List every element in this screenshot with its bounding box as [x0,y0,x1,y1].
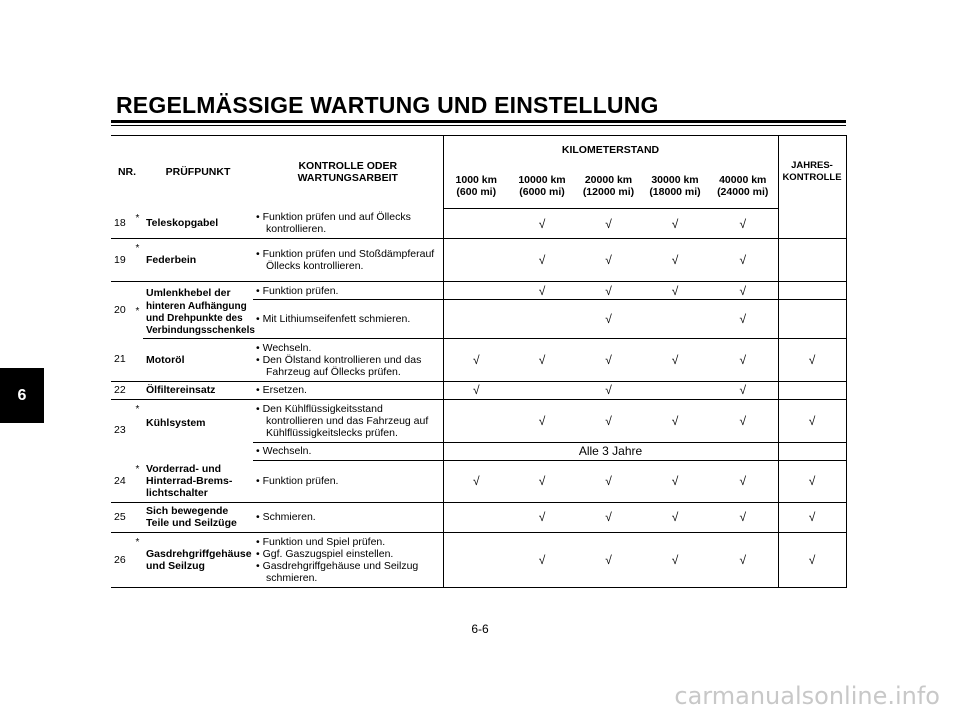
row-nr: 25 [111,502,132,532]
check-cell [778,282,846,300]
check-cell: √ [509,338,575,381]
check-cell: √ [778,460,846,502]
check-cell: √ [708,338,778,381]
row-item: Gasdrehgriffgehäuse und Seilzug [143,532,253,587]
row-task: • Wechseln. [253,442,443,460]
row-item: Sich bewegende Teile und Seilzüge [143,502,253,532]
row-star: * [132,460,143,502]
check-cell [642,300,708,339]
title-rule-thin [111,125,846,126]
table-row [111,381,846,399]
header-annual-line2: KONTROLLE [782,172,842,184]
row-item: hinteren Aufhängung und Drehpunkte des Verbindungsschenkels [143,300,253,339]
check-cell: √ [538,413,546,428]
check-cell: √ [671,413,679,428]
table-row [111,502,846,532]
row-task: • Funktion prüfen und Stoßdämpferauf Öllecks kontrollieren. [253,239,443,282]
header-item: PRÜFPUNKT [143,136,253,209]
check-cell: √ [575,532,642,587]
check-cell: √ [538,283,546,298]
header-annual [778,136,846,209]
table-row [111,460,846,502]
row-star: * [135,403,140,415]
check-cell [443,532,509,587]
check-cell: √ [739,283,747,298]
check-cell: √ [509,460,575,502]
check-cell [443,300,509,339]
check-cell: √ [575,209,642,239]
row-task: • Ersetzen. [253,381,443,399]
row-task: • Den Kühlflüssigkeitsstand kontrollieren und das Fahrzeug auf Kühlflüssigkeitslecks prüfen. [256,402,429,439]
header-interval: 30000 km (18000 mi) [642,164,708,209]
row-nr: 24 [111,460,132,502]
row-star: * [132,209,143,239]
table-row [111,282,846,300]
row-task: • Mit Lithiumseifenfett schmieren. [253,300,443,339]
check-cell: √ [778,502,846,532]
check-cell [778,381,846,399]
check-cell: √ [605,283,612,298]
check-cell: √ [443,381,509,399]
row-nr: 23 [114,423,126,436]
check-cell: √ [778,532,846,587]
check-cell: √ [778,399,846,442]
check-cell [509,381,575,399]
maintenance-table [111,135,847,588]
check-cell [509,300,575,339]
row-star: * [132,239,143,282]
check-cell [443,502,509,532]
chapter-tab: 6 [0,368,44,423]
header-odometer: KILOMETERSTAND [443,136,778,165]
check-cell [443,239,509,282]
check-cell: √ [575,381,642,399]
check-cell: √ [509,502,575,532]
row-task: • Funktion prüfen. [256,284,339,297]
row-item: Teleskopgabel [143,209,253,239]
table-row [111,209,846,239]
row-task: • Schmieren. [253,502,443,532]
check-cell [778,239,846,282]
check-cell: √ [739,413,747,428]
check-cell: √ [509,239,575,282]
row-star: * [135,305,140,317]
header-task [253,136,443,209]
check-cell: √ [575,239,642,282]
row-item: Kühlsystem [146,416,206,429]
table-row [111,399,846,442]
check-cell: √ [443,460,509,502]
check-cell: √ [642,502,708,532]
row-item: Umlenkhebel der [146,286,231,299]
row-nr: 19 [111,239,132,282]
check-cell: √ [443,338,509,381]
check-cell: √ [509,532,575,587]
row-nr: 21 [111,338,132,381]
header-interval: 1000 km (600 mi) [443,164,509,209]
table-row [111,338,846,381]
check-cell: √ [708,300,778,339]
header-interval: 20000 km (12000 mi) [575,164,642,209]
header-interval: 40000 km (24000 mi) [708,164,778,209]
check-cell: √ [778,338,846,381]
check-cell: √ [642,209,708,239]
row-nr: 26 [111,532,132,587]
check-cell [778,442,846,460]
row-item: Ölfiltereinsatz [143,381,253,399]
check-cell [443,282,509,300]
watermark: carmanualsonline.info [674,682,940,710]
page-title: REGELMÄSSIGE WARTUNG UND EINSTELLUNG [116,92,659,118]
check-cell [642,381,708,399]
row-star [132,502,143,532]
check-cell: √ [575,300,642,339]
check-cell: √ [642,460,708,502]
check-cell: √ [642,239,708,282]
header-annual-line1: JAHRES- [791,160,833,172]
table-row [111,532,846,587]
row-item: Motoröl [143,338,253,381]
check-cell: √ [642,338,708,381]
header-task-line2: WARTUNGSARBEIT [297,172,398,185]
check-cell: √ [708,460,778,502]
page-number: 6-6 [471,622,489,636]
header-nr: NR. [111,136,143,209]
header-interval: 10000 km (6000 mi) [509,164,575,209]
check-cell: √ [708,381,778,399]
row-nr: 18 [111,209,132,239]
interval-every-3-years: Alle 3 Jahre [443,442,778,460]
check-cell [778,209,846,239]
row-nr: 20 [114,304,126,316]
row-star [132,338,143,381]
row-task: • Funktion prüfen und auf Öllecks kontrollieren. [253,209,443,239]
check-cell: √ [509,209,575,239]
check-cell: √ [708,209,778,239]
table-row [111,300,846,339]
row-nr: 22 [111,381,132,399]
check-cell: √ [575,338,642,381]
row-task: • Funktion und Spiel prüfen. • Ggf. Gaszugspiel einstellen. • Gasdrehgriffgehäuse und Seilzug schmieren. [253,532,443,587]
check-cell: √ [708,502,778,532]
check-cell [778,300,846,339]
check-cell: √ [575,502,642,532]
header-task-line1: KONTROLLE ODER [298,160,398,173]
table-row [111,239,846,282]
check-cell: √ [575,460,642,502]
check-cell: √ [671,283,679,298]
row-task: • Wechseln. • Den Ölstand kontrollieren und das Fahrzeug auf Öllecks prüfen. [253,338,443,381]
check-cell: √ [642,532,708,587]
check-cell: √ [708,239,778,282]
check-cell [443,209,509,239]
check-cell: √ [605,413,612,428]
check-cell: √ [708,532,778,587]
row-item: Vorderrad- und Hinterrad-Brems-lichtschalter [143,460,253,502]
row-task: • Funktion prüfen. [253,460,443,502]
row-star [132,381,143,399]
row-item: Federbein [143,239,253,282]
row-star: * [132,532,143,587]
title-rule [111,120,846,123]
check-cell [443,399,509,442]
